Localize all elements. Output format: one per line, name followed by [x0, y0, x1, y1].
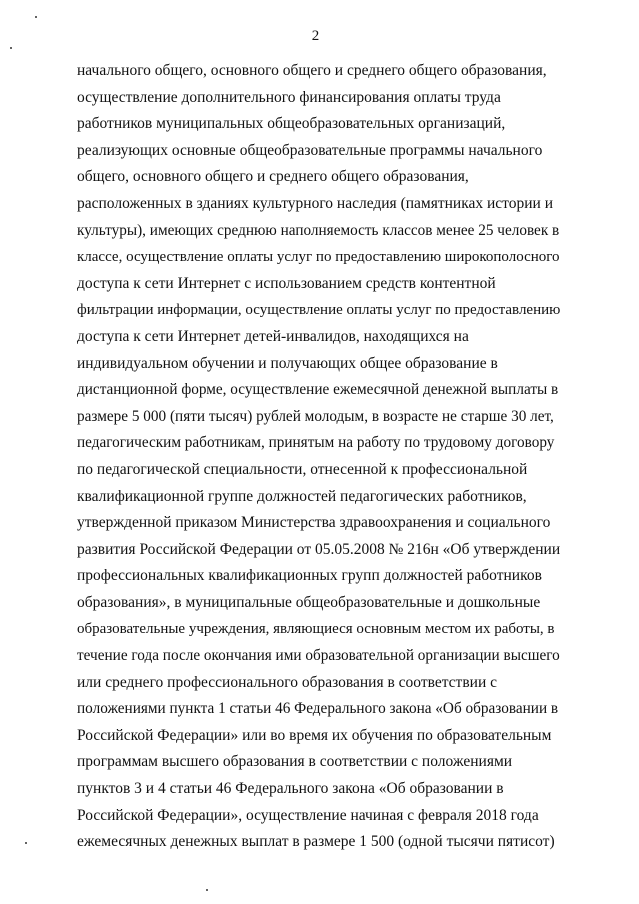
- text-line: осуществление дополнительного финансирования оплаты труда: [77, 88, 501, 106]
- text-line: общего, основного общего и среднего общего образования,: [77, 168, 469, 186]
- text-line: реализующих основные общеобразовательные программы начального: [77, 141, 543, 159]
- scan-speck: [25, 842, 27, 844]
- text-line: работников муниципальных общеобразовательных организаций,: [77, 115, 506, 133]
- text-line: утвержденной приказом Министерства здравоохранения и социального: [77, 514, 551, 532]
- text-line: доступа к сети Интернет детей-инвалидов, находящихся на: [77, 327, 469, 345]
- text-line: пунктов 3 и 4 статьи 46 Федерального закона «Об образовании в: [77, 780, 504, 798]
- text-line: течение года после окончания ими образовательной организации высшего: [77, 647, 560, 665]
- scan-speck: [35, 16, 37, 18]
- text-line: ежемесячных денежных выплат в размере 1 500 (одной тысячи пятисот): [77, 833, 555, 851]
- text-line: профессиональных квалификационных групп должностей работников: [77, 567, 542, 585]
- text-line: образовательные учреждения, являющиеся основным местом их работы, в: [77, 621, 555, 638]
- scan-speck: [10, 47, 12, 49]
- text-line: культуры), имеющих среднюю наполняемость классов менее 25 человек в: [77, 221, 560, 239]
- text-line: расположенных в зданиях культурного наследия (памятниках истории и: [77, 194, 554, 212]
- text-line: квалификационной группе должностей педагогических работников,: [77, 487, 527, 505]
- text-line: образования», в муниципальные общеобразовательные и дошкольные: [77, 593, 541, 611]
- text-line: положениями пункта 1 статьи 46 Федерального закона «Об образовании в: [77, 700, 559, 718]
- text-line: программам высшего образования в соответствии с положениями: [77, 753, 513, 771]
- text-line: Российской Федерации» или во время их обучения по образовательным: [77, 726, 552, 744]
- text-line: начального общего, основного общего и среднего общего образования,: [77, 62, 547, 79]
- text-line: по педагогической специальности, отнесенной к профессиональной: [77, 460, 528, 478]
- body-text: [77, 61, 561, 859]
- text-line: дистанционной форме, осуществление ежемесячной денежной выплаты в: [77, 381, 559, 399]
- text-line: педагогическим работникам, принятым на работу по трудовому договору: [77, 434, 555, 452]
- text-line: Российской Федерации», осуществление начиная с февраля 2018 года: [77, 806, 539, 824]
- text-line: фильтрации информации, осуществление оплаты услуг по предоставлению: [77, 302, 561, 319]
- scan-speck: [206, 889, 208, 891]
- text-line: размере 5 000 (пяти тысяч) рублей молодым, в возрасте не старше 30 лет,: [77, 407, 554, 425]
- text-line: доступа к сети Интернет с использованием средств контентной: [77, 274, 496, 292]
- page-number: 2: [311, 28, 320, 44]
- text-line: или среднего профессионального образования в соответствии с: [77, 673, 497, 691]
- text-line: индивидуальном обучении и получающих общее образование в: [77, 354, 498, 372]
- text-line: классе, осуществление оплаты услуг по предоставлению широкополосного: [77, 249, 560, 266]
- text-line: развития Российской Федерации от 05.05.2008 № 216н «Об утверждении: [77, 540, 561, 558]
